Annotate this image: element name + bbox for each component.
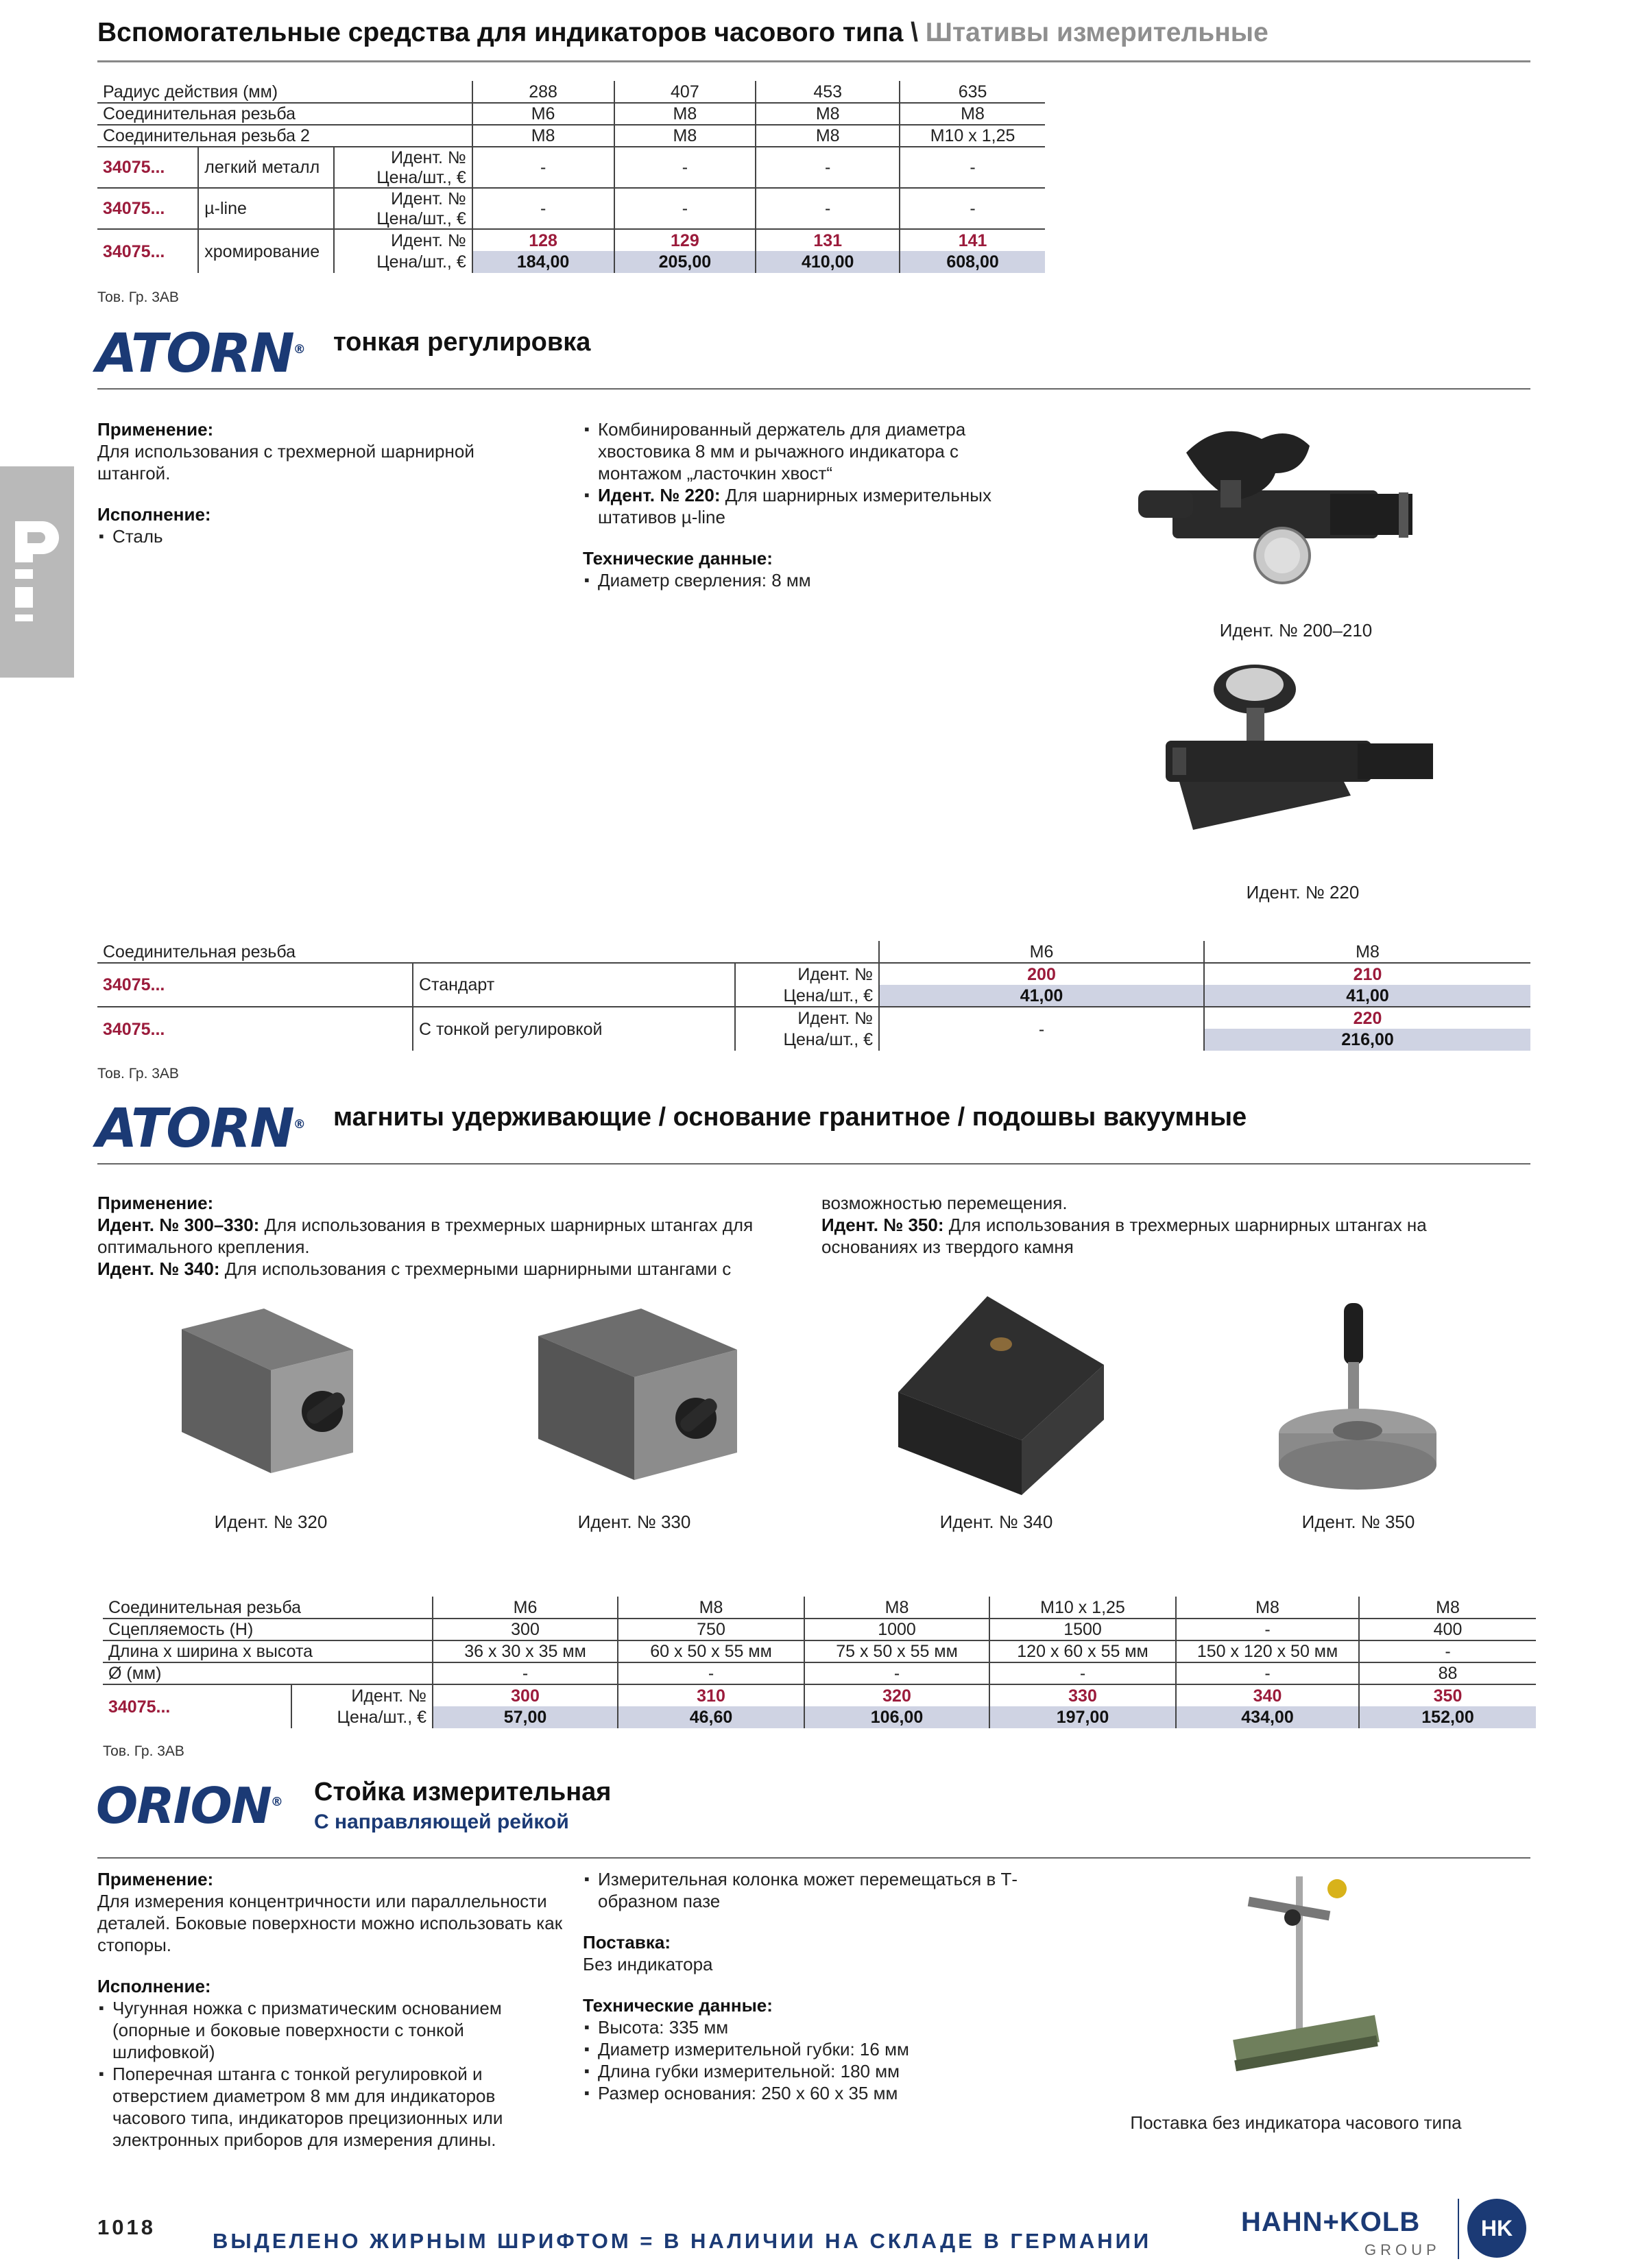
table-row (103, 1706, 1536, 1728)
hahn-kolb-logo (1241, 2195, 1529, 2263)
ident-label: Идент. № (334, 229, 472, 251)
item-code: 34075... (97, 963, 413, 1007)
table-cell: - (1359, 1640, 1536, 1662)
execution-item: ▪ Сталь (97, 525, 536, 547)
stock-note: ВЫДЕЛЕНО ЖИРНЫМ ШРИФТОМ = В НАЛИЧИИ НА СКЛАДЕ В ГЕРМАНИИ (213, 2229, 1152, 2253)
brand-name: ORION (96, 1777, 271, 1835)
tech-item: ▪ Высота: 335 мм (583, 2016, 1063, 2038)
ident-cell: 350 (1359, 1684, 1536, 1706)
ident-cell: 200 (879, 963, 1204, 985)
feature-text: Для шарнирных измерительных штативов µ-line (598, 485, 991, 527)
table-cell: M8 (1176, 1597, 1359, 1619)
page-header (97, 18, 1268, 48)
table-row (97, 941, 1530, 963)
application-line (97, 1258, 797, 1280)
ident-cell: - (900, 188, 1045, 229)
tech-heading: Технические данные: (583, 1995, 773, 2016)
price-label: Цена/шт., € (291, 1706, 433, 1728)
atorn-logo (96, 322, 306, 385)
ident-cell: - (614, 188, 756, 229)
row-label: Сцепляемость (Н) (103, 1619, 433, 1640)
item-code: 34075... (97, 188, 198, 229)
item-name: Стандарт (413, 963, 735, 1007)
product-group-label: Тов. Гр. 3AB (97, 1066, 179, 1082)
logo-letters: HK (1480, 2215, 1513, 2241)
table-row (97, 147, 1045, 167)
table-row (97, 125, 1045, 147)
section-title: тонкая регулировка (333, 328, 591, 357)
ident-cell: 330 (989, 1684, 1176, 1706)
table-row (97, 81, 1045, 103)
table-cell: 407 (614, 81, 756, 103)
feature-bullet: ▪ Комбинированный держатель для диаметра хвостовика 8 мм и рычажного индикатора с монтажом „ласточкин хвост“ (583, 418, 1042, 484)
execution-heading: Исполнение: (97, 504, 211, 525)
logo-subtext: GROUP (1364, 2241, 1441, 2258)
item-name: легкий металл (198, 147, 334, 188)
delivery-heading: Поставка: (583, 1932, 671, 1953)
header-title-grey: Штативы измерительные (925, 18, 1268, 47)
tech-item: ▪ Длина губки измерительной: 180 мм (583, 2060, 1063, 2082)
table-cell: 75 x 50 x 55 мм (804, 1640, 989, 1662)
table-cell: 750 (618, 1619, 804, 1640)
table-cell: M8 (804, 1597, 989, 1619)
table-cell: - (618, 1662, 804, 1684)
application-text: возможностью перемещения. (821, 1193, 1068, 1213)
ident-cell: 220 (1204, 1007, 1530, 1029)
table-cell: 60 x 50 x 55 мм (618, 1640, 804, 1662)
tech-item: ▪ Диаметр сверления: 8 мм (583, 569, 1042, 591)
item-code: 34075... (103, 1684, 291, 1728)
ident-label: Идент. № (291, 1684, 433, 1706)
table-row (97, 963, 1530, 985)
table-cell: M10 x 1,25 (900, 125, 1045, 147)
table-row (103, 1684, 1536, 1706)
execution-item: ▪ Поперечная штанга с тонкой регулировкой и отверстием диаметром 8 мм для индикаторов часового типа, индикаторов прецизионных или электронных приборов для измерения длины. (97, 2063, 564, 2151)
table-cell: 453 (756, 81, 900, 103)
price-cell: 41,00 (879, 985, 1204, 1007)
table-cell: 150 x 120 x 50 мм (1176, 1640, 1359, 1662)
tech-item: ▪ Диаметр измерительной губки: 16 мм (583, 2038, 1063, 2060)
section2-col1 (97, 1192, 797, 1280)
table-cell: - (989, 1662, 1176, 1684)
ident-label: Идент. № (735, 1007, 879, 1029)
row-label: Радиус действия (мм) (103, 82, 278, 102)
ident-bold: Идент. № 340: (97, 1258, 220, 1279)
table-row (103, 1597, 1536, 1619)
orion-logo (96, 1776, 283, 1835)
logo-circle (1467, 2199, 1526, 2258)
application-text: Для использования в трехмерных шарнирных штангах для оптимального крепления. (97, 1215, 754, 1257)
ident-cell: 210 (1204, 963, 1530, 985)
application-text: Для измерения концентричности или параллельности деталей. Боковые поверхности можно использовать как стопоры. (97, 1891, 563, 1955)
table-cell: 635 (900, 81, 1045, 103)
price-cell: 410,00 (756, 251, 900, 273)
application-heading: Применение: (97, 1193, 214, 1213)
application-text: Для использования с трехмерными шарнирными штангами с (224, 1258, 732, 1279)
table-cell: 1500 (989, 1619, 1176, 1640)
table-row (97, 103, 1045, 125)
table-row (103, 1640, 1536, 1662)
section-rule (97, 388, 1530, 390)
section-title: Стойка измерительная (314, 1778, 612, 1806)
section-subtitle: С направляющей рейкой (314, 1811, 569, 1833)
price-cell: 41,00 (1204, 985, 1530, 1007)
table-cell: M8 (618, 1597, 804, 1619)
table-clamp-prices (97, 941, 1530, 1051)
item-name: µ-line (198, 188, 334, 229)
table-cell: M8 (900, 103, 1045, 125)
row-label: Соединительная резьба (103, 942, 296, 962)
row-label: Длина x ширина x высота (103, 1640, 433, 1662)
brand-name: ATORN (96, 1098, 293, 1160)
application-text: Для использования с трехмерной шарнирной штангой. (97, 441, 474, 484)
table-row (97, 1007, 1530, 1029)
application-line (821, 1214, 1528, 1258)
price-cell: 57,00 (433, 1706, 618, 1728)
table-cell: - (1176, 1662, 1359, 1684)
price-cell: 205,00 (614, 251, 756, 273)
image-caption: Идент. № 200–210 (1219, 620, 1373, 641)
ident-cell: 300 (433, 1684, 618, 1706)
table-cell: M8 (1359, 1597, 1536, 1619)
ident-cell: - (472, 188, 614, 229)
image-caption: Идент. № 220 (1246, 882, 1360, 903)
logo-text: HAHN+KOLB (1241, 2207, 1421, 2237)
row-label: Соединительная резьба (108, 1597, 302, 1617)
application-line (97, 1214, 797, 1258)
header-title-main: Вспомогательные средства для индикаторов часового типа (97, 18, 904, 47)
table-cell: 88 (1359, 1662, 1536, 1684)
ident-cell: 131 (756, 229, 900, 251)
price-cell: 216,00 (1204, 1029, 1530, 1051)
product-image-magnet-320 (171, 1302, 370, 1494)
table-row (103, 1619, 1536, 1640)
item-code: 34075... (97, 229, 198, 273)
ident-bold: Идент. № 350: (821, 1215, 944, 1235)
ident-cell: - (900, 147, 1045, 188)
table-cell: M6 (433, 1597, 618, 1619)
row-label: Соединительная резьба 2 (97, 125, 472, 147)
table-stand-specs (97, 81, 1045, 273)
page-number: 1018 (97, 2215, 156, 2239)
ident-bold: Идент. № 300–330: (97, 1215, 260, 1235)
row-label: Ø (мм) (103, 1662, 433, 1684)
table-cell: 400 (1359, 1619, 1536, 1640)
ident-cell: 129 (614, 229, 756, 251)
price-label: Цена/шт., € (334, 251, 472, 273)
registered-mark: ® (293, 342, 306, 357)
image-caption: Идент. № 320 (214, 1512, 328, 1532)
product-group-label: Тов. Гр. 3AB (97, 289, 179, 305)
product-group-label: Тов. Гр. 3AB (103, 1743, 184, 1759)
image-caption: Поставка без индикатора часового типа (1130, 2112, 1462, 2133)
logo-divider (1458, 2199, 1459, 2259)
registered-mark: ® (270, 1795, 283, 1809)
atorn-logo (96, 1097, 306, 1160)
ident-cell: - (472, 147, 614, 188)
table-row (97, 188, 1045, 208)
price-cell: 608,00 (900, 251, 1045, 273)
product-image-magnet-330 (528, 1302, 747, 1501)
header-rule (97, 60, 1530, 62)
column-header: M8 (1204, 941, 1530, 963)
section3-col2 (583, 1868, 1063, 2104)
application-text: Для использования в трехмерных шарнирных штангах на основаниях из твердого камня (821, 1215, 1427, 1257)
table-row (103, 1662, 1536, 1684)
ident-cell: 141 (900, 229, 1045, 251)
table-cell: M8 (614, 103, 756, 125)
header-separator: \ (911, 18, 918, 47)
feature-bullet: ▪ Измерительная колонка может перемещаться в Т-образном пазе (583, 1868, 1063, 1912)
image-caption: Идент. № 330 (577, 1512, 691, 1532)
table-cell: M8 (756, 125, 900, 147)
product-image-measuring-stand (1227, 1863, 1392, 2082)
section1-col1 (97, 418, 536, 547)
table-cell: - (1176, 1619, 1359, 1640)
product-image-vacuum-350 (1275, 1296, 1440, 1502)
feature-bullet (583, 484, 1042, 528)
product-image-clamp-200-210 (1124, 405, 1440, 597)
product-image-clamp-220 (1152, 658, 1454, 864)
price-label: Цена/шт., € (334, 208, 472, 229)
ident-cell: - (879, 1007, 1204, 1051)
price-cell: 106,00 (804, 1706, 989, 1728)
ident-label: Идент. № (735, 963, 879, 985)
image-caption: Идент. № 350 (1301, 1512, 1415, 1532)
table-cell: M8 (756, 103, 900, 125)
row-label: Соединительная резьба (97, 103, 472, 125)
registered-mark: ® (293, 1117, 306, 1132)
table-cell: 300 (433, 1619, 618, 1640)
table-cell: 288 (472, 81, 614, 103)
table-cell: M10 x 1,25 (989, 1597, 1176, 1619)
application-heading: Применение: (97, 419, 214, 440)
execution-heading: Исполнение: (97, 1976, 211, 1996)
table-cell: 120 x 60 x 55 мм (989, 1640, 1176, 1662)
section1-col2 (583, 418, 1042, 591)
tech-item: ▪ Размер основания: 250 x 60 x 35 мм (583, 2082, 1063, 2104)
section-rule (97, 1857, 1530, 1859)
tech-heading: Технические данные: (583, 548, 773, 569)
section2-col2 (821, 1192, 1528, 1258)
price-cell: 197,00 (989, 1706, 1176, 1728)
product-image-granite-340 (885, 1289, 1118, 1495)
table-cell: M8 (472, 125, 614, 147)
table-cell: - (433, 1662, 618, 1684)
brand-name: ATORN (96, 323, 293, 385)
item-code: 34075... (97, 1007, 413, 1051)
section3-col1 (97, 1868, 564, 2151)
item-name: хромирование (198, 229, 334, 273)
ident-bold: Идент. № 220: (598, 485, 721, 505)
image-caption: Идент. № 340 (939, 1512, 1053, 1532)
execution-item: ▪ Чугунная ножка с призматическим основанием (опорные и боковые поверхности с тонкой шлифовкой) (97, 1997, 564, 2063)
table-cell: M8 (614, 125, 756, 147)
price-cell: 152,00 (1359, 1706, 1536, 1728)
ident-label: Идент. № (334, 188, 472, 208)
table-cell: 36 x 30 x 35 мм (433, 1640, 618, 1662)
ident-cell: 340 (1176, 1684, 1359, 1706)
ident-cell: - (756, 188, 900, 229)
table-row (97, 229, 1045, 251)
table-cell: M6 (472, 103, 614, 125)
ident-cell: 320 (804, 1684, 989, 1706)
column-header: M6 (879, 941, 1204, 963)
ident-cell: 128 (472, 229, 614, 251)
section-title: магниты удерживающие / основание гранитное / подошвы вакуумные (333, 1103, 1247, 1132)
indicator-tab-icon (0, 466, 74, 678)
table-cell: 1000 (804, 1619, 989, 1640)
price-label: Цена/шт., € (735, 1029, 879, 1051)
ident-cell: - (614, 147, 756, 188)
price-label: Цена/шт., € (735, 985, 879, 1007)
table-cell: - (804, 1662, 989, 1684)
delivery-text: Без индикатора (583, 1954, 713, 1974)
item-name: С тонкой регулировкой (413, 1007, 735, 1051)
item-code: 34075... (97, 147, 198, 188)
table-magnet-specs (103, 1597, 1536, 1728)
section-rule (97, 1163, 1530, 1165)
price-label: Цена/шт., € (334, 167, 472, 188)
ident-cell: 310 (618, 1684, 804, 1706)
side-tab (0, 466, 74, 678)
price-cell: 184,00 (472, 251, 614, 273)
application-heading: Применение: (97, 1869, 214, 1889)
price-cell: 46,60 (618, 1706, 804, 1728)
ident-cell: - (756, 147, 900, 188)
price-cell: 434,00 (1176, 1706, 1359, 1728)
ident-label: Идент. № (334, 147, 472, 167)
